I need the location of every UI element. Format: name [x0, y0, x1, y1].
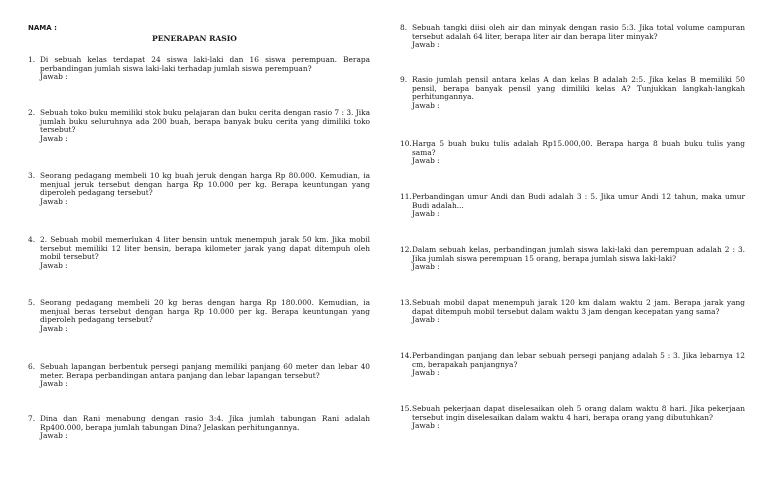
question-9: [400, 76, 745, 110]
question-number: 9.: [400, 75, 408, 84]
question-number: 6.: [28, 362, 36, 371]
question-number: 10.: [400, 139, 412, 148]
question-text: Dina dan Rani menabung dengan rasio 3:4. Jika jumlah tabungan Rani adalah Rp400.000, berapa jumlah tabungan Dina? Jelaskan perhitungannya.: [40, 414, 370, 432]
question-8: [400, 24, 745, 50]
answer-label: Jawab :: [40, 72, 68, 82]
answer-label: Jawab :: [40, 323, 68, 333]
page-title: PENERAPAN RASIO: [152, 34, 237, 43]
question-text: Rasio jumlah pensil antara kelas A dan kelas B adalah 2:5. Jika kelas B memiliki 50 pensil, berapa banyak pensil yang dimiliki kelas A? Tunjukkan langkah-langkah perhitungannya.: [412, 75, 745, 102]
question-number: 15.: [400, 404, 412, 413]
answer-label: Jawab :: [40, 379, 68, 389]
question-text: 2. Sebuah mobil memerlukan 4 liter bensin untuk menempuh jarak 50 km. Jika mobil tersebut memiliki 12 liter bensin, berapa kilometer jarak yang dapat ditempuh oleh mobil tersebut?: [40, 235, 370, 262]
question-11: [400, 193, 745, 219]
question-number: 5.: [28, 298, 36, 307]
question-text: Dalam sebuah kelas, perbandingan jumlah siswa laki-laki dan perempuan adalah 2 : 3. Jika jumlah siswa perempuan 15 orang, berapa jumlah siswa laki-laki?: [412, 245, 745, 263]
question-text: Sebuah lapangan berbentuk persegi panjang memiliki panjang 60 meter dan lebar 40 meter. Berapa perbandingan antara panjang dan lebar lapangan tersebut?: [40, 362, 370, 380]
question-text: Perbandingan umur Andi dan Budi adalah 3 : 5. Jika umur Andi 12 tahun, maka umur Budi adalah...: [412, 192, 745, 210]
question-4: [28, 236, 370, 270]
question-14: [400, 352, 745, 378]
question-2: [28, 109, 370, 143]
question-text: Sebuah tangki diisi oleh air dan minyak dengan rasio 5:3. Jika total volume campuran tersebut adalah 64 liter, berapa liter air dan berapa liter minyak?: [412, 23, 745, 41]
question-text: Seorang pedagang membeli 10 kg buah jeruk dengan harga Rp 80.000. Kemudian, ia menjual jeruk tersebut dengan harga Rp 10.000 per kg. Berapa keuntungan yang diperoleh pedagang tersebut?: [40, 171, 370, 198]
question-5: [28, 299, 370, 333]
answer-label: Jawab :: [412, 100, 440, 110]
question-number: 1.: [28, 55, 36, 64]
question-number: 2.: [28, 108, 36, 117]
question-10: [400, 140, 745, 166]
answer-label: Jawab :: [412, 156, 440, 166]
question-3: [28, 172, 370, 206]
answer-label: Jawab :: [412, 262, 440, 272]
nama-label: NAMA :: [28, 24, 57, 32]
question-13: [400, 299, 745, 325]
question-number: 4.: [28, 235, 36, 244]
answer-label: Jawab :: [412, 421, 440, 431]
question-1: [28, 56, 370, 82]
answer-label: Jawab :: [40, 431, 68, 441]
question-6: [28, 363, 370, 389]
answer-label: Jawab :: [412, 368, 440, 378]
answer-label: Jawab :: [412, 40, 440, 50]
question-15: [400, 405, 745, 431]
answer-label: Jawab :: [40, 133, 68, 143]
question-number: 12.: [400, 245, 412, 254]
question-12: [400, 246, 745, 272]
answer-label: Jawab :: [40, 260, 68, 270]
question-number: 14.: [400, 351, 412, 360]
answer-label: Jawab :: [412, 315, 440, 325]
answer-label: Jawab :: [412, 209, 440, 219]
question-number: 8.: [400, 23, 408, 32]
question-number: 7.: [28, 414, 36, 423]
question-text: Perbandingan panjang dan lebar sebuah persegi panjang adalah 5 : 3. Jika lebarnya 12 cm, berapakah panjangnya?: [412, 351, 745, 369]
question-7: [28, 415, 370, 441]
question-text: Sebuah toko buku memiliki stok buku pelajaran dan buku cerita dengan rasio 7 : 3. Jika jumlah buku seluruhnya ada 200 buah, berapa banyak buku cerita yang dimiliki toko tersebut?: [40, 108, 370, 135]
question-text: Sebuah mobil dapat menempuh jarak 120 km dalam waktu 2 jam. Berapa jarak yang dapat ditempuh mobil tersebut dalam waktu 3 jam dengan kecepatan yang sama?: [412, 298, 745, 316]
answer-label: Jawab :: [40, 196, 68, 206]
question-text: Seorang pedagang membeli 20 kg beras dengan harga Rp 180.000. Kemudian, ia menjual beras tersebut dengan harga Rp 10.000 per kg. Berapa keuntungan yang diperoleh pedagang tersebut?: [40, 298, 370, 325]
question-number: 11.: [400, 192, 412, 201]
question-text: Harga 5 buah buku tulis adalah Rp15.000,00. Berapa harga 8 buah buku tulis yang sama?: [412, 139, 745, 157]
question-number: 3.: [28, 171, 36, 180]
question-text: Sebuah pekerjaan dapat diselesaikan oleh 5 orang dalam waktu 8 hari. Jika pekerjaan tersebut ingin diselesaikan dalam waktu 4 hari, berapa orang yang dibutuhkan?: [412, 404, 745, 422]
question-number: 13.: [400, 298, 412, 307]
question-text: Di sebuah kelas terdapat 24 siswa laki-laki dan 16 siswa perempuan. Berapa perbandingan jumlah siswa laki-laki terhadap jumlah siswa perempuan?: [40, 55, 370, 73]
